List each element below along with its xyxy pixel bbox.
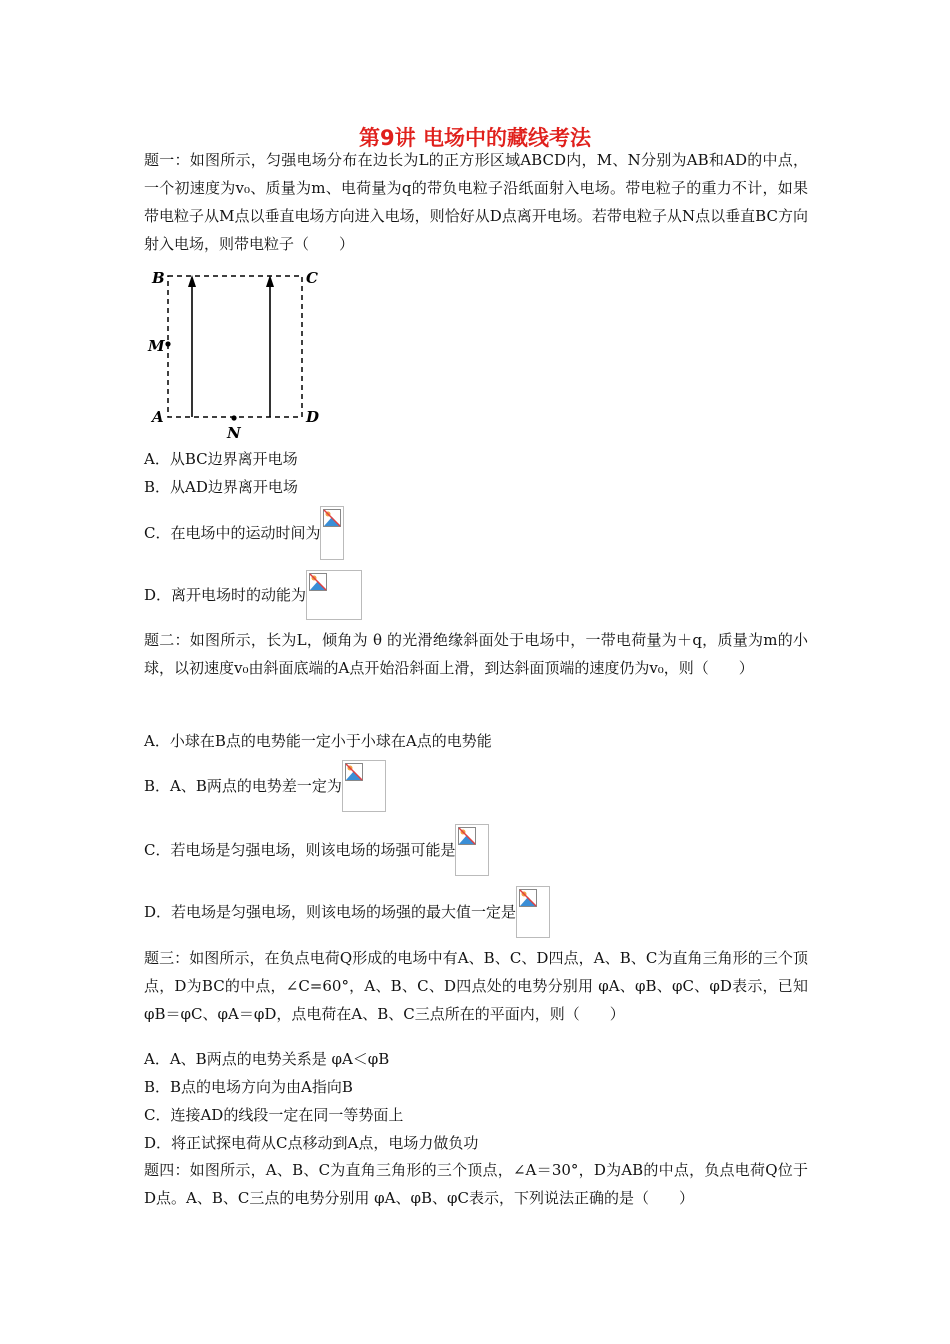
q1-option-a: A．从BC边界离开电场	[144, 450, 298, 468]
q3-option-a: A．A、B两点的电势关系是 φA＜φB	[144, 1050, 390, 1068]
q2-option-a: A．小球在B点的电势能一定小于小球在A点的电势能	[144, 732, 492, 750]
q3-option-b: B．B点的电场方向为由A指向B	[144, 1078, 353, 1096]
q4-stem: 题四：如图所示，A、B、C为直角三角形的三个顶点，∠A＝30°，D为AB的中点，负点电荷Q位于D点。A、B、C三点的电势分别用 φA、φB、φC表示，下列说法正确的是（ ）	[144, 1161, 808, 1207]
broken-image-icon	[306, 570, 362, 620]
broken-image-icon	[516, 886, 550, 938]
arrow-head-left	[188, 275, 196, 287]
q2-option-b-text: B．A、B两点的电势差一定为	[144, 777, 342, 795]
q2-option-c	[144, 824, 489, 876]
q2-option-b	[144, 760, 386, 812]
label-c: C	[306, 269, 318, 287]
q3-stem: 题三：如图所示，在负点电荷Q形成的电场中有A、B、C、D四点，A、B、C为直角三角形的三个顶点，D为BC的中点，∠C=60°，A、B、C、D四点处的电势分别用 φA、φB、φC、φD表示，已知φB＝φC、φA＝φD，点电荷在A、B、C三点所在的平面内，则（ ）	[144, 949, 808, 1023]
label-m: M	[148, 337, 165, 355]
q1-option-c	[144, 506, 344, 560]
label-a: A	[152, 408, 164, 426]
q3-option-c: C．连接AD的线段一定在同一等势面上	[144, 1106, 404, 1124]
q2-option-d-text: D．若电场是匀强电场，则该电场的场强的最大值一定是	[144, 903, 517, 921]
q1-option-d	[144, 570, 362, 620]
square-boundary	[168, 276, 302, 417]
broken-image-icon	[342, 760, 386, 812]
point-m-dot	[165, 341, 170, 346]
broken-image-icon	[455, 824, 489, 876]
label-d: D	[306, 408, 320, 426]
label-b: B	[152, 269, 165, 287]
broken-image-icon	[320, 506, 344, 560]
q2-option-c-text: C．若电场是匀强电场，则该电场的场强可能是	[144, 841, 456, 859]
q2-option-d	[144, 886, 550, 938]
q1-stem: 题一：如图所示，匀强电场分布在边长为L的正方形区域ABCD内，M、N分别为AB和AD的中点，一个初速度为v₀、质量为m、电荷量为q的带负电粒子沿纸面射入电场。带电粒子的重力不计，如果带电粒子从M点以垂直电场方向进入电场，则恰好从D点离开电场。若带电粒子从N点以垂直BC方向射入电场，则带电粒子（ ）	[144, 151, 808, 253]
point-n-dot	[231, 415, 236, 420]
q1-option-c-text: C．在电场中的运动时间为	[144, 524, 321, 542]
q1-figure	[146, 262, 326, 446]
q2-stem: 题二：如图所示，长为L，倾角为 θ 的光滑绝缘斜面处于电场中，一带电荷量为＋q，质量为m的小球，以初速度v₀由斜面底端的A点开始沿斜面上滑，到达斜面顶端的速度仍为v₀，则（ ）	[144, 631, 808, 677]
q1-option-d-text: D．离开电场时的动能为	[144, 586, 307, 604]
arrow-head-right	[266, 275, 274, 287]
q1-option-b: B．从AD边界离开电场	[144, 478, 298, 496]
label-n: N	[227, 424, 241, 442]
q3-option-d: D．将正试探电荷从C点移动到A点，电场力做负功	[144, 1134, 479, 1152]
page-title: 第9讲 电场中的藏线考法	[359, 126, 591, 150]
